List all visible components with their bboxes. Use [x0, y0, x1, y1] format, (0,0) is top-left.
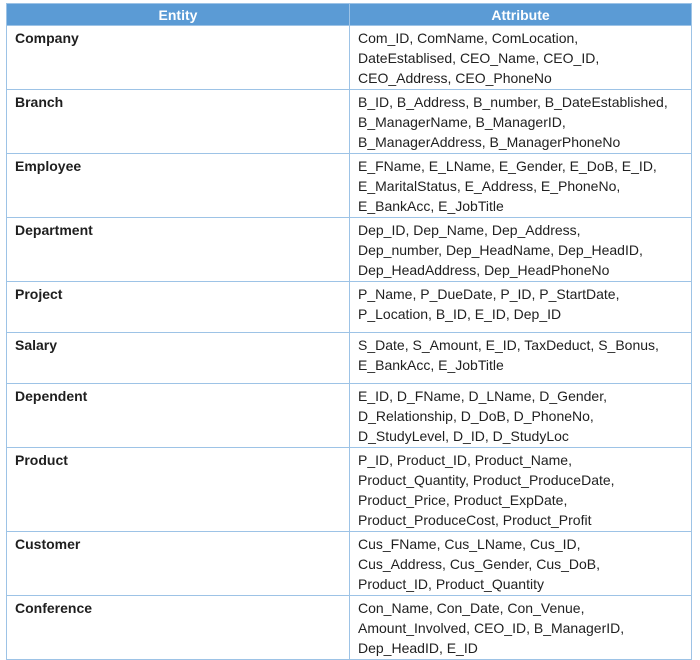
header-row	[7, 4, 692, 26]
attribute-line: Cus_FName, Cus_LName, Cus_ID,	[358, 536, 581, 552]
table-row	[7, 282, 692, 333]
entity-attribute-table-container	[6, 3, 691, 660]
attribute-line: Con_Name, Con_Date, Con_Venue,	[358, 600, 585, 616]
attribute-list-cell	[350, 333, 692, 384]
table-row	[7, 218, 692, 282]
attribute-line: Product_Quantity, Product_ProduceDate,	[358, 472, 615, 488]
entity-name-cell: Department	[7, 218, 350, 282]
table-row	[7, 532, 692, 596]
attribute-list-cell	[350, 218, 692, 282]
entity-name-cell: Company	[7, 26, 350, 90]
attribute-list-cell	[350, 26, 692, 90]
entity-name-cell: Conference	[7, 596, 350, 660]
attribute-list-cell	[350, 282, 692, 333]
attribute-line: E_BankAcc, E_JobTitle	[358, 198, 504, 214]
attribute-list-cell	[350, 448, 692, 532]
attribute-list-cell	[350, 154, 692, 218]
table-row	[7, 154, 692, 218]
attribute-line: P_Location, B_ID, E_ID, Dep_ID	[358, 306, 562, 322]
entity-name-cell: Dependent	[7, 384, 350, 448]
table-row	[7, 596, 692, 660]
attribute-list-cell	[350, 90, 692, 154]
attribute-column-header: Attribute	[350, 4, 692, 26]
entity-name-cell: Product	[7, 448, 350, 532]
attribute-line: P_Name, P_DueDate, P_ID, P_StartDate,	[358, 286, 620, 302]
attribute-line: Dep_number, Dep_HeadName, Dep_HeadID,	[358, 242, 643, 258]
attribute-line: B_ManagerAddress, B_ManagerPhoneNo	[358, 134, 621, 150]
attribute-line: Product_ID, Product_Quantity	[358, 576, 544, 592]
attribute-line: D_StudyLevel, D_ID, D_StudyLoc	[358, 428, 569, 444]
attribute-line: CEO_Address, CEO_PhoneNo	[358, 70, 552, 86]
attribute-line: DateEstablised, CEO_Name, CEO_ID,	[358, 50, 600, 66]
attribute-line: D_Relationship, D_DoB, D_PhoneNo,	[358, 408, 594, 424]
table-row	[7, 90, 692, 154]
entity-name-cell: Employee	[7, 154, 350, 218]
table-body	[7, 26, 692, 660]
entity-name-cell: Salary	[7, 333, 350, 384]
table-row	[7, 384, 692, 448]
entity-attribute-table	[6, 3, 692, 660]
attribute-line: E_BankAcc, E_JobTitle	[358, 357, 504, 373]
table-row	[7, 448, 692, 532]
attribute-line: Dep_HeadID, E_ID	[358, 640, 478, 656]
attribute-line: Cus_Address, Cus_Gender, Cus_DoB,	[358, 556, 601, 572]
attribute-line: E_MaritalStatus, E_Address, E_PhoneNo,	[358, 178, 621, 194]
attribute-line: Product_ProduceCost, Product_Profit	[358, 512, 592, 528]
table-row	[7, 333, 692, 384]
attribute-line: B_ID, B_Address, B_number, B_DateEstablished,	[358, 94, 668, 110]
attribute-line: E_FName, E_LName, E_Gender, E_DoB, E_ID,	[358, 158, 657, 174]
attribute-line: Com_ID, ComName, ComLocation,	[358, 30, 579, 46]
attribute-list-cell	[350, 384, 692, 448]
attribute-list-cell	[350, 596, 692, 660]
attribute-line: B_ManagerName, B_ManagerID,	[358, 114, 566, 130]
entity-name-cell: Customer	[7, 532, 350, 596]
attribute-line: E_ID, D_FName, D_LName, D_Gender,	[358, 388, 607, 404]
entity-name-cell: Project	[7, 282, 350, 333]
attribute-line: S_Date, S_Amount, E_ID, TaxDeduct, S_Bonus,	[358, 337, 659, 353]
attribute-line: Amount_Involved, CEO_ID, B_ManagerID,	[358, 620, 625, 636]
attribute-line: Dep_HeadAddress, Dep_HeadPhoneNo	[358, 262, 610, 278]
attribute-line: P_ID, Product_ID, Product_Name,	[358, 452, 572, 468]
attribute-list-cell	[350, 532, 692, 596]
attribute-line: Product_Price, Product_ExpDate,	[358, 492, 568, 508]
entity-name-cell: Branch	[7, 90, 350, 154]
table-row	[7, 26, 692, 90]
attribute-line: Dep_ID, Dep_Name, Dep_Address,	[358, 222, 581, 238]
entity-column-header: Entity	[7, 4, 350, 26]
